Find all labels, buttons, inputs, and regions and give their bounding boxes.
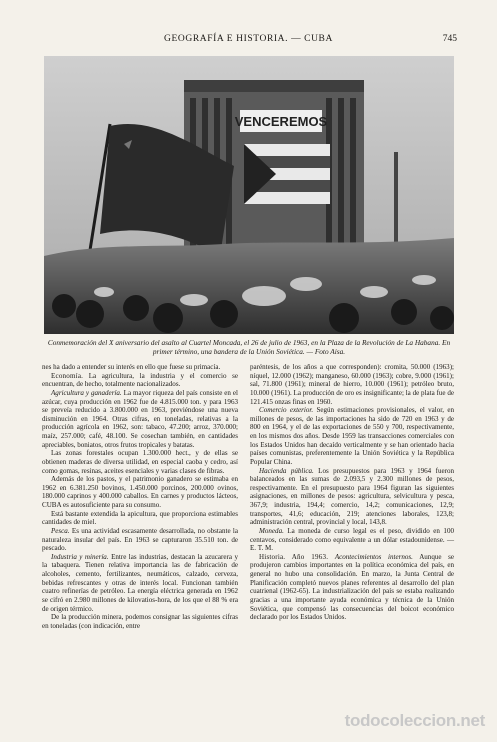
photograph-plaza-revolucion bbox=[44, 56, 454, 334]
watermark-logo bbox=[345, 711, 485, 735]
paragraph-text: Entre las industrias, destacan la azucarera y la tabaquera. Tienen relativa importancia las de fabricación de alcoholes, cemento, fertilizantes, neumáticos, calzado, cerveza, bebidas refrescantes y otras de interés local. Funcionan también cuatro refinerías de petróleo. La energía eléctrica generada en 1962 se cifró en 2.980 millones de kilovatios-hora, de los que el 88 % era de origen térmico. bbox=[42, 552, 238, 613]
paragraph: paréntesis, de los años a que corresponden): cromita, 50.000 (1963); níquel, 12.000 (1962); manganeso, 60.000 (1963); cobre, 9.000 (1961); sal, 71.800 (1961); mineral de hierro, 10.000 (1961); petróleo bruto, 10.000 (1961). La producción de oro es insignificante; la de plata fue de 121.415 onzas finas en 1960. bbox=[250, 363, 454, 406]
watermark-text: todocoleccion bbox=[344, 711, 456, 730]
running-head-title: GEOGRAFÍA E HISTORIA. — CUBA bbox=[164, 34, 333, 44]
text-column-left bbox=[42, 363, 238, 630]
paragraph bbox=[250, 553, 454, 622]
paragraph bbox=[250, 467, 454, 527]
paragraph-text: Los presupuestos para 1963 y 1964 fueron balanceados en las sumas de 2.093,5 y 2.300 millones de pesos, respectivamente. En el presupuesto para 1964 figuran las siguientes asignaciones, en millones de pesos: agricultura, selvicultura y pesca, 367,9; industria, 194,4; comercio, 14,2; comunicaciones, 12,9; transportes, 41,6; educación, 219; atenciones laborales, 123,8; administración central, provincial y local, 143,8. bbox=[250, 466, 454, 527]
paragraph: Está bastante extendida la apicultura, que proporciona estimables cantidades de miel. bbox=[42, 509, 238, 527]
section-heading: Economía. bbox=[51, 371, 84, 380]
paragraph-text: La agricultura, la industria y el comercio se encuentran, de hecho, totalmente nacionalizados. bbox=[42, 371, 238, 389]
watermark-suffix: .net bbox=[455, 711, 485, 730]
paragraph-text: La moneda de curso legal es el peso, dividido en 100 centavos, considerado como equivalente a un dólar estadounidense. — E. T. M. bbox=[250, 526, 454, 553]
running-head bbox=[0, 34, 497, 48]
paragraph: Las zonas forestales ocupan 1.300.000 hect., y de ellas se obtienen maderas de diversa utilidad, en especial caoba y cedro, así como gomas, resinas, aceites esenciales y varias clases de fibras. bbox=[42, 449, 238, 475]
page-number: 745 bbox=[442, 34, 457, 44]
photo-caption: Conmemoración del X aniversario del asalto al Cuartel Moncada, el 26 de julio de 1963, en la Plaza de la Revolución de La Habana. En primer término, una bandera de la Unión Soviética. — Foto Aisa. bbox=[47, 338, 451, 356]
paragraph-text: Según estimaciones provisionales, el valor, en millones de pesos, de las importaciones ha sido de 720 en 1963 y de 800 en 1964, y el de las exportaciones de 550 y 700, respectivamente, en los mismos dos años. Desde 1959 las transacciones comerciales con los Estados Unidos han decaído verticalmente y se han orientado hacia países comunistas, preferentemente la Unión Soviética y la República Popular China. bbox=[250, 406, 454, 466]
section-heading: Pesca. bbox=[51, 526, 70, 535]
text-column-right bbox=[250, 363, 454, 622]
paragraph bbox=[42, 527, 238, 553]
paragraph: De la producción minera, podemos consignar las siguientes cifras en toneladas (con indicación, entre bbox=[42, 613, 238, 630]
paragraph-text: Aunque se produjeron cambios importantes en la política económica del país, en general no hubo una consolidación. En marzo, la Junta Central de Planificación completó nuevos planes referentes al desarrollo del plan cuatrienal (1962-65). La industrialización del país se estaba realizando gracias a una importante ayuda económica y técnica de la Unión Soviética, que compensó las consecuencias del boicot económico declarado por los Estados Unidos. bbox=[250, 552, 455, 622]
paragraph-text: Es una actividad escasamente desarrollada, no obstante la naturaleza insular del país. En 1963 se capturaron 35.510 ton. de pescado. bbox=[42, 526, 239, 553]
section-heading: Industria y minería. bbox=[51, 552, 109, 561]
section-heading: Hacienda pública. bbox=[259, 466, 314, 475]
subsection-heading: Acontecimientos internos. bbox=[334, 552, 413, 561]
cuban-flag bbox=[244, 144, 330, 204]
section-heading: Agricultura y ganadería. bbox=[51, 388, 122, 397]
paragraph bbox=[250, 406, 454, 466]
section-heading: Historia. Año 1963. bbox=[259, 552, 329, 561]
venceremos-sign: VENCEREMOS bbox=[234, 114, 328, 129]
paragraph: nes ha dado a entender su interés en ello que fuese su primacía. bbox=[42, 363, 221, 371]
section-heading: Comercio exterior. bbox=[259, 406, 314, 415]
paragraph bbox=[42, 553, 238, 613]
paragraph bbox=[250, 527, 454, 553]
paragraph: Además de los pastos, y el patrimonio ganadero se estimaba en 1962 en 6.381.250 bovinos, 1.450.000 porcinos, 200.000 ovinos, 180.000 caprinos y 400.000 caballos. En carnes y productos lácteos, CUBA es autosuficiente para su consumo. bbox=[42, 475, 238, 509]
section-heading: Moneda. bbox=[259, 526, 284, 535]
paragraph-text: La mayor riqueza del país consiste en el azúcar, cuya producción en 1962 fue de 4.815.000 ton. y para 1963 se preveía reducido a 3.800.000 en 1963, previéndose una nueva disminución en 1964. Otras cifras, en toneladas, relativas a la producción agrícola en 1962, son: tabaco, 47.200; arroz, 370.000; maíz, 257.000; café, 48.100. Se cosechan también, en cantidades apreciables, boniatos, otros frutos tropicales y batatas. bbox=[42, 388, 238, 449]
paragraph bbox=[42, 372, 238, 389]
paragraph bbox=[42, 389, 238, 449]
